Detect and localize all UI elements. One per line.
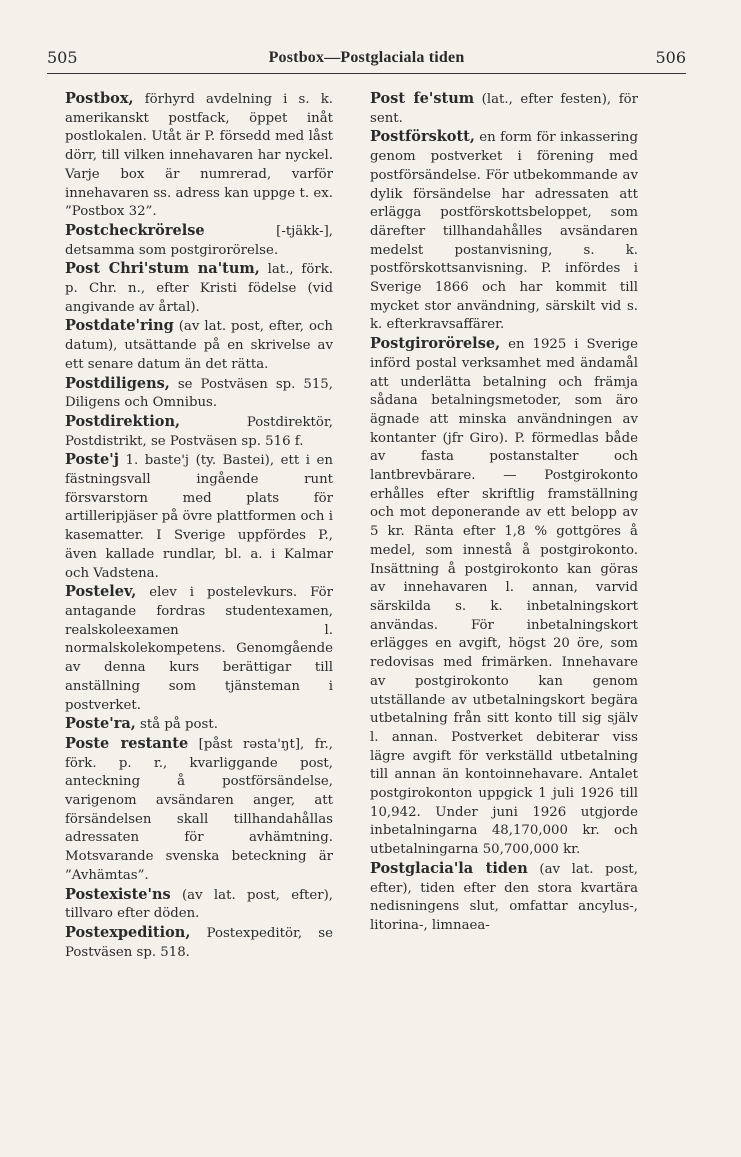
entry: [370, 90, 638, 128]
definition: elev i postelevkurs. För antagande fordras studentexamen, realskoleexamen l. normalskolekompetens. Genomgående av denna kurs berättigar till anställning som tjänsteman i postverket.: [65, 585, 333, 713]
definition: (lat., efter festen), för sent.: [370, 92, 638, 126]
headword: Postglacia'la tiden: [370, 859, 528, 877]
entry: [65, 375, 333, 413]
entry: [65, 451, 333, 583]
entry: [65, 222, 333, 260]
entry: [370, 335, 638, 860]
entry: [65, 924, 333, 962]
headword: Postgirorörelse,: [370, 335, 501, 353]
headword: Postcheckrörelse: [65, 221, 205, 239]
headword: Postdirektion,: [65, 412, 181, 430]
definition: (av lat. post, efter), tiden efter den stora kvartära nedisningens slut, omfattar ancylus-, litorina-, limnaea-: [370, 861, 638, 933]
page-header: [47, 40, 686, 74]
headword: Postelev,: [65, 583, 137, 601]
definition: en form för inkassering genom postverket i förening med postförsändelse. För utbekommande av dylik försändelse har adressaten att erlägga postförskottsbeloppet, som därefter tillhandahålles avsändaren medelst postanvisning, s. k. postförskottsanvisning. P. infördes i Sverige 1866 och har kommit till mycket stor användning, särskilt vid s. k. efterkravsaffärer.: [370, 130, 638, 333]
page-number-right: 506: [655, 48, 686, 67]
left-column: [65, 90, 333, 962]
headword: Post Chri'stum na'tum,: [65, 260, 260, 278]
definition: 1. baste'j (ty. Bastei), ett i en fästningsvall ingående runt försvarstorn med plats för artilleripjäser på övre plattformen och i kasematter. I Sverige uppfördes P., även kallade rundlar, bl. a. i Kalmar och Vadstena.: [65, 453, 333, 581]
headword: Poste restante: [65, 734, 189, 752]
entry: [370, 128, 638, 335]
headword: Postexpedition,: [65, 923, 191, 941]
headword: Poste'ra,: [65, 715, 136, 733]
headword: Postdate'ring: [65, 317, 174, 335]
entry: [65, 317, 333, 374]
entry: [65, 735, 333, 886]
headword: Postexiste'ns: [65, 885, 171, 903]
right-column: [370, 90, 638, 936]
entry: [65, 413, 333, 451]
definition: Postexpeditör, se Postväsen sp. 518.: [65, 925, 333, 960]
entry: [65, 90, 333, 222]
definition: [påst rəsta'ŋt], fr., förk. p. r., kvarliggande post, anteckning å postförsändelse, varigenom avsändaren anger, att försändelsen skall tillhandahållas adressaten för avhämtning. Motsvarande svenska beteckning är ”Avhämtas”.: [65, 736, 333, 883]
headword: Post fe'stum: [370, 90, 475, 107]
definition: (av lat. post, efter), tillvaro efter döden.: [65, 887, 333, 922]
page-number-left: 505: [47, 48, 78, 67]
headword: Poste'j: [65, 451, 119, 469]
headword: Postdiligens,: [65, 374, 170, 392]
running-title: Postbox—Postglaciala tiden: [268, 49, 465, 66]
definition: (av lat. post, efter, och datum), utsättande på en skrivelse av ett senare datum än det rätta.: [65, 319, 333, 372]
entry: [65, 260, 333, 317]
definition: en 1925 i Sverige införd postal verksamhet med ändamål att underlätta betalning och främja sådana betalningsmetoder, som äro ägnade att minska användningen av kontanter (jfr Giro). P. förmedlas både av fasta postanstalter och lantbrevbärare. — Postgirokonto erhålles efter skriftlig framställning och mot deponerande av ett belopp av 5 kr. Ränta efter 1,8 % gottgöres å medel, som innestå å postgirokonto. Insättning å postgirokonto kan göras av innehavaren l. annan, varvid särskilda s. k. inbetalningskort användas. För inbetalningskort erlägges en avgift, högst 20 öre, som redovisas med frimärken. Innehavare av postgirokonto kan genom utställande av utbetalningskort begära utbetalning från sitt konto till sig själv l. annan. Postverket debiterar viss lägre avgift för verkställd utbetalning till annan än kontoinnehavare. Antalet postgirokonton uppgick 1 juli 1926 till 10,942. Under juni 1926 utgjorde inbetalningarna 48,170,000 kr. och utbetalningarna 50,700,000 kr.: [370, 337, 638, 858]
headword: Postförskott,: [370, 128, 475, 146]
definition: förhyrd avdelning i s. k. amerikanskt postfack, öppet inåt postlokalen. Utåt är P. försedd med låst dörr, till vilken innehavaren har nyckel. Varje box är numrerad, varför innehavaren ss. adress kan uppge t. ex. ”Postbox 32”.: [65, 92, 333, 220]
definition: lat., förk. p. Chr. n., efter Kristi födelse (vid angivande av årtal).: [65, 262, 333, 315]
entry: [370, 860, 638, 936]
definition: Postdirektör, Postdistrikt, se Postväsen sp. 516 f.: [65, 414, 333, 449]
entry: [65, 886, 333, 924]
entry: [65, 715, 333, 735]
definition: se Postväsen sp. 515, Diligens och Omnibus.: [65, 376, 333, 411]
definition: stå på post.: [135, 717, 218, 733]
headword: Postbox,: [65, 90, 134, 107]
definition: [-tjäkk-], detsamma som postgirorörelse.: [65, 223, 333, 258]
entry: [65, 583, 333, 715]
